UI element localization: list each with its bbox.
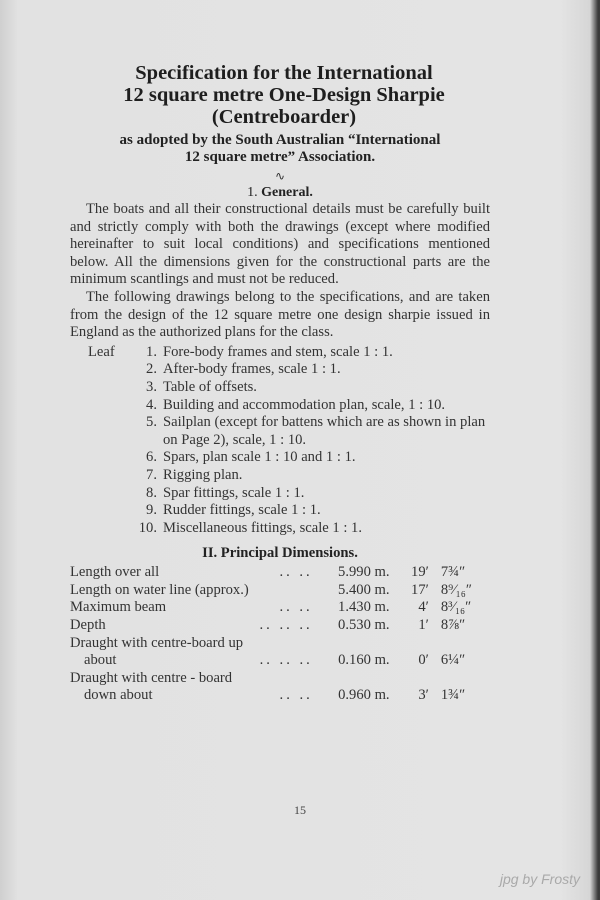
table-row [70, 617, 490, 635]
dimension-metric: 0.160 m. [338, 652, 390, 669]
dimension-label: Length on water line (approx.) [70, 581, 249, 598]
leaf-text: Spar fittings, scale 1 : 1. [163, 484, 305, 501]
page-content [70, 62, 490, 705]
table-row [70, 670, 490, 688]
dimension-label: Length over all .. .. [70, 564, 313, 581]
dimension-metric: 5.400 m. [338, 581, 390, 598]
leaf-number: 6. [146, 449, 157, 466]
dimension-feet: 4′ [418, 599, 429, 616]
leaf-text: Fore-body frames and stem, scale 1 : 1. [163, 343, 393, 360]
leaf-number: 4. [146, 396, 157, 413]
leaf-text: Rudder fittings, scale 1 : 1. [163, 502, 321, 519]
dimension-inches: 8³⁄₁₆″ [440, 599, 472, 616]
subtitle-line-2: 12 square metre” Association. [184, 149, 376, 165]
leaf-number: 8. [146, 484, 157, 501]
leaf-number: 5. [146, 414, 157, 431]
title-line-2: 12 square metre One-Design Sharpie [123, 84, 445, 106]
dimension-inches: 8⁹⁄₁₆″ [440, 581, 472, 598]
document-title [78, 62, 490, 128]
leaf-number: 9. [146, 502, 157, 519]
document-subtitle [70, 132, 490, 166]
dimension-label-continued: down about .. .. [84, 687, 313, 704]
dimension-metric: 0.960 m. [338, 687, 390, 704]
dimension-feet: 1′ [418, 617, 429, 634]
dimension-label: Maximum beam .. .. [70, 599, 313, 616]
list-item [70, 485, 490, 503]
dimension-metric: 0.530 m. [338, 617, 390, 634]
list-item [70, 502, 490, 520]
leaf-number: 1. [146, 343, 157, 360]
general-paragraph-1: The boats and all their constructional details must be carefully built and strictly comply with both the drawings (except where modified hereinafter to suit local conditions) and specifications mentioned below. All the dimensions given for the constructional parts are the minimum scantlings and must not be reduced. [70, 201, 490, 288]
dimension-label: Draught with centre-board up [70, 634, 244, 651]
leaf-number: 3. [146, 378, 157, 395]
list-item [70, 414, 490, 449]
dimension-inches: 1¾″ [440, 687, 466, 704]
page-number: 15 [294, 803, 306, 817]
leaf-text: Rigging plan. [163, 466, 243, 483]
leaf-prefix: Leaf [88, 343, 115, 360]
drawings-list [70, 344, 490, 538]
list-item [70, 449, 490, 467]
section-1-heading [70, 184, 490, 201]
list-item [70, 379, 490, 397]
list-item [70, 344, 490, 362]
leaf-text: Building and accommodation plan, scale, 1 : 10. [163, 396, 446, 413]
leaf-text: Spars, plan scale 1 : 10 and 1 : 1. [163, 449, 356, 466]
dimension-inches: 6¼″ [440, 652, 466, 669]
dimension-feet: 17′ [411, 581, 429, 598]
dimension-metric: 1.430 m. [338, 599, 390, 616]
list-item [70, 520, 490, 538]
leaf-number: 2. [146, 361, 157, 378]
dimension-metric: 5.990 m. [338, 564, 390, 581]
list-item [70, 361, 490, 379]
table-row [70, 582, 490, 600]
leaf-text: Table of offsets. [163, 378, 257, 395]
general-paragraph-2: The following drawings belong to the specifications, and are taken from the design of the 12 square metre one design sharpie issued in England as the authorized plans for the class. [70, 288, 490, 341]
dimension-feet: 3′ [418, 687, 429, 704]
dimension-feet: 19′ [411, 564, 429, 581]
section-1-title: General. [261, 185, 313, 200]
dimension-label: Draught with centre - board [70, 669, 233, 686]
ornament-icon: ∿ [274, 169, 286, 183]
dimensions-table [70, 564, 490, 705]
dimension-inches: 8⅞″ [440, 617, 466, 634]
table-row [70, 635, 490, 653]
watermark: jpg by Frosty [499, 871, 580, 887]
dimension-feet: 0′ [418, 652, 429, 669]
leaf-text: Sailplan (except for battens which are as shown in plan on Page 2), scale, 1 : 10. [163, 414, 486, 448]
table-row [70, 599, 490, 617]
leaf-text: After-body frames, scale 1 : 1. [163, 361, 341, 378]
title-line-3: (Centreboarder) [211, 106, 357, 128]
dimension-label-continued: about .. .. .. [84, 652, 313, 669]
table-row [70, 652, 490, 670]
title-line-1: Specification for the International [135, 62, 433, 84]
section-2-heading: II. Principal Dimensions. [202, 545, 358, 562]
list-item [70, 397, 490, 415]
leaf-number: 7. [146, 466, 157, 483]
dimension-label: Depth .. .. .. [70, 617, 313, 634]
list-item [70, 467, 490, 485]
dimension-inches: 7¾″ [440, 564, 466, 581]
leaf-text: Miscellaneous fittings, scale 1 : 1. [163, 519, 363, 536]
subtitle-line-1: as adopted by the South Australian “International [119, 132, 441, 148]
table-row [70, 687, 490, 705]
leaf-number: 10. [138, 519, 157, 536]
table-row [70, 564, 490, 582]
section-1-number: 1. [247, 185, 258, 200]
